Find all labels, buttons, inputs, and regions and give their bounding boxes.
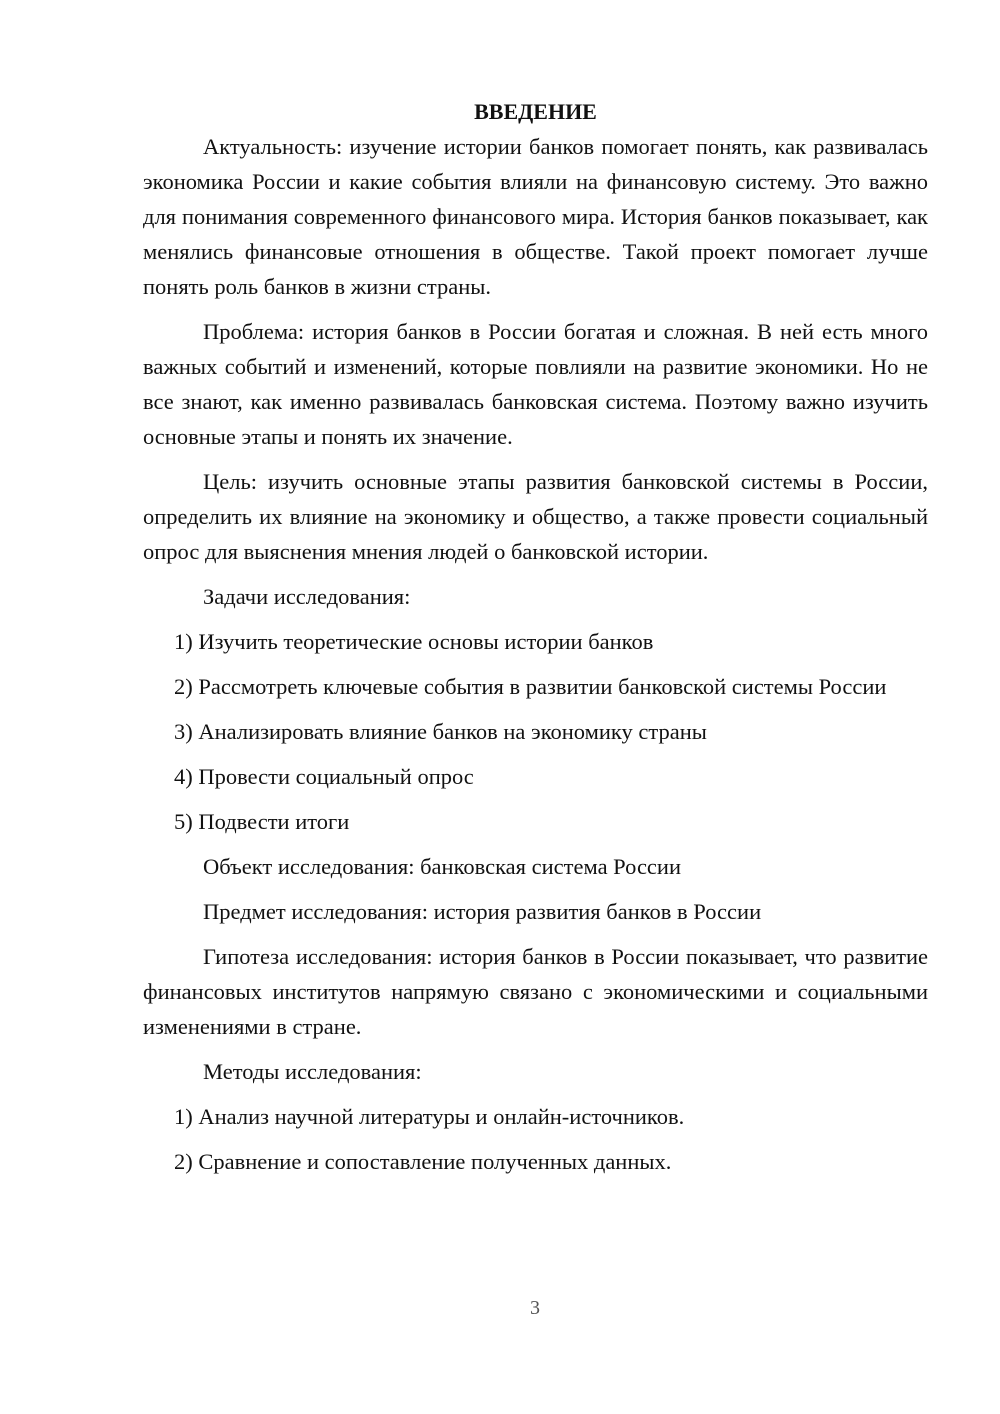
task-item: 4) Провести социальный опрос	[174, 764, 474, 789]
method-item: 2) Сравнение и сопоставление полученных данных.	[174, 1149, 672, 1174]
tasks-heading: Задачи исследования:	[203, 584, 411, 609]
methods-heading: Методы исследования:	[203, 1059, 422, 1084]
subject-line: Предмет исследования: история развития банков в России	[203, 899, 762, 924]
task-item: 5) Подвести итоги	[174, 809, 350, 834]
object-line: Объект исследования: банковская система России	[203, 854, 681, 879]
method-item: 1) Анализ научной литературы и онлайн-источников.	[174, 1104, 685, 1129]
document-page	[143, 94, 928, 1189]
goal-paragraph: Цель: изучить основные этапы развития банковской системы в России, определить их влияние на экономику и общество, а также провести социальный опрос для выяснения мнения людей о банковской истории.	[143, 469, 928, 564]
problem-paragraph: Проблема: история банков в России богатая и сложная. В ней есть много важных событий и изменений, которые повлияли на развитие экономики. Но не все знают, как именно развивалась банковская система. Поэтому важно изучить основные этапы и понять их значение.	[143, 319, 928, 449]
relevance-paragraph: Актуальность: изучение истории банков помогает понять, как развивалась экономика России и какие события влияли на финансовую систему. Это важно для понимания современного финансового мира. История банков показывает, как менялись финансовые отношения в обществе. Такой проект помогает лучше понять роль банков в жизни страны.	[143, 134, 928, 299]
hypothesis-paragraph: Гипотеза исследования: история банков в России показывает, что развитие финансовых институтов напрямую связано с экономическими и социальными изменениями в стране.	[143, 944, 928, 1039]
page-number: 3	[530, 1297, 540, 1319]
task-item: 1) Изучить теоретические основы истории банков	[174, 629, 654, 654]
section-title: ВВЕДЕНИЕ	[474, 99, 597, 124]
task-item: 2) Рассмотреть ключевые события в развитии банковской системы России	[174, 674, 887, 699]
task-item: 3) Анализировать влияние банков на экономику страны	[174, 719, 707, 744]
